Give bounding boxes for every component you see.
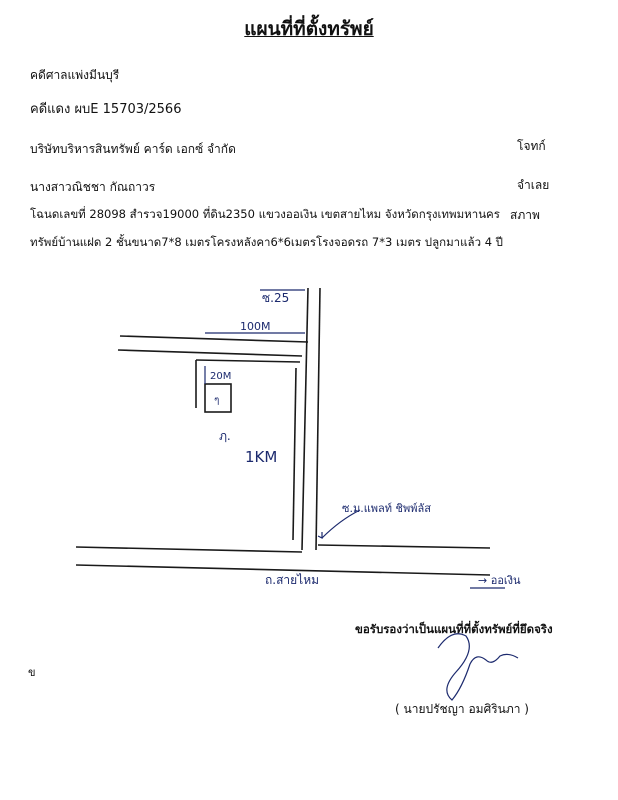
main-road-upper-left (76, 547, 302, 552)
main-road-upper-right (318, 545, 490, 548)
direction-label: → ออเงิน (478, 574, 521, 587)
property-description: ทรัพย์บ้านแฝด 2 ชั้นขนาด7*8 เมตรโครงหลังคา6*6เมตรโรงจอดรถ 7*3 เมตร ปลูกมาแล้ว 4 ปี (30, 235, 503, 249)
signer-name: ( นายปรัชญา อมศิรินภา ) (395, 702, 529, 716)
soi-road-right-edge (316, 288, 320, 550)
lane-top (196, 360, 300, 362)
condition-label: สภาพ (510, 208, 540, 222)
soi-road-left-edge (302, 288, 308, 550)
intersection-arrowhead (318, 532, 322, 538)
property-mark-label: ๆ (214, 395, 220, 406)
soi-label: ซ.25 (262, 291, 290, 305)
margin-mark: ข (28, 666, 36, 679)
plaintiff-name: บริษัทบริหารสินทรัพย์ คาร์ด เอกซ์ จำกัด (30, 142, 236, 156)
ao-label: ฦ. (219, 429, 231, 443)
distance-top-label: 100M (240, 320, 271, 333)
page-title: แผนที่ที่ตั้งทรัพย์ (244, 18, 374, 40)
inner-lane (293, 368, 296, 540)
court-name: คดีศาลแพ่งมีนบุรี (30, 68, 120, 82)
deed-info: โฉนดเลขที่ 28098 สำรวจ19000 ที่ดิน2350 แขวงออเงิน เขตสายไหม จังหวัดกรุงเทพมหานคร (30, 207, 500, 221)
distance-long-label: 1KM (245, 448, 278, 466)
certification-text: ขอรับรองว่าเป็นแผนที่ที่ตั้งทรัพย์ที่ยึดจริง (355, 622, 553, 636)
branch-road-bottom-edge (118, 350, 302, 356)
main-road-label: ถ.สายไหม (265, 573, 320, 587)
distance-small-label: 20M (210, 371, 232, 382)
case-number: คดีแดง ผบE 15703/2566 (30, 102, 182, 117)
defendant-role: จำเลย (517, 178, 550, 192)
plaintiff-role: โจทก์ (517, 139, 546, 153)
defendant-name: นางสาวณิชชา กัณถาวร (30, 180, 156, 194)
branch-road-top-edge (120, 336, 308, 342)
intersection-label: ซ.ม.แพลท์ ชิพพ์ลัส (342, 502, 431, 515)
signature-scribble (438, 634, 518, 700)
